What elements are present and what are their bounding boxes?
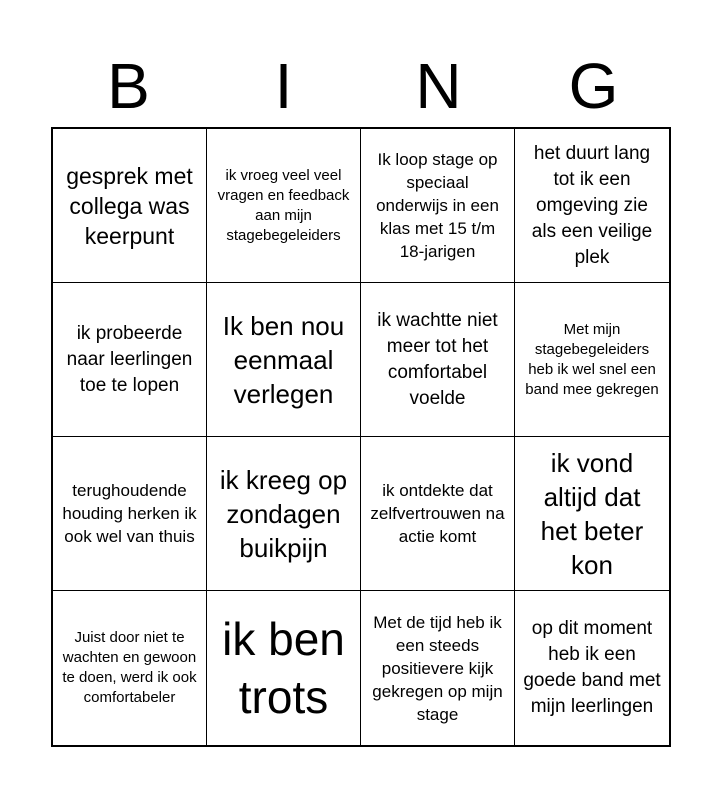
bingo-cell-text: ik kreeg op zondagen buikpijn xyxy=(219,464,348,563)
bingo-cell-text: ik probeerde naar leerlingen toe te lopen xyxy=(66,322,193,396)
bingo-cell-text: op dit moment heb ik een goede band met mijn leerlingen xyxy=(523,618,661,717)
bingo-cell-text: het duurt lang tot ik een omgeving zie als een veilige plek xyxy=(531,142,653,268)
bingo-cell-14[interactable] xyxy=(207,591,361,745)
bingo-cell-3[interactable] xyxy=(361,129,515,283)
header-letter-i: I xyxy=(274,50,293,122)
bingo-cell-text: ik vroeg veel veel vragen en feedback aan mijn stagebegeleiders xyxy=(217,166,350,244)
bingo-cell-11[interactable] xyxy=(361,437,515,591)
bingo-cell-2[interactable] xyxy=(207,129,361,283)
bingo-cell-text: ik vond altijd dat het beter kon xyxy=(540,447,644,580)
bingo-cell-text: gesprek met collega was keerpunt xyxy=(66,162,193,249)
bingo-cell-text: Ik ben nou eenmaal verlegen xyxy=(222,310,345,409)
bingo-cell-8[interactable] xyxy=(515,283,669,437)
bingo-cell-text: Met de tijd heb ik een steeds positievere kijk gekregen op mijn stage xyxy=(372,612,503,724)
bingo-cell-text: Juist door niet te wachten en gewoon te doen, werd ik ook comfortabeler xyxy=(62,629,197,706)
bingo-cell-text: Ik loop stage op speciaal onderwijs in een klas met 15 t/m 18-jarigen xyxy=(376,150,499,261)
header-letter-b: B xyxy=(107,50,150,122)
bingo-cell-10[interactable] xyxy=(207,437,361,591)
bingo-cell-6[interactable] xyxy=(207,283,361,437)
bingo-cell-7[interactable] xyxy=(361,283,515,437)
bingo-cell-text: Met mijn stagebegeleiders heb ik wel snel een band mee gekregen xyxy=(525,320,659,398)
bingo-header xyxy=(51,48,671,124)
bingo-cell-text: terughoudende houding herken ik ook wel van thuis xyxy=(62,481,197,546)
bingo-cell-5[interactable] xyxy=(53,283,207,437)
header-letter-n: N xyxy=(415,50,462,122)
bingo-cell-4[interactable] xyxy=(515,129,669,283)
bingo-cell-13[interactable] xyxy=(53,591,207,745)
bingo-cell-text: ik ben trots xyxy=(222,613,345,723)
bingo-cell-12[interactable] xyxy=(515,437,669,591)
bingo-cell-text: ik wachtte niet meer tot het comfortabel voelde xyxy=(377,309,498,409)
header-letter-g: G xyxy=(568,50,619,122)
bingo-cell-1[interactable] xyxy=(53,129,207,283)
bingo-cell-15[interactable] xyxy=(361,591,515,745)
bingo-cell-9[interactable] xyxy=(53,437,207,591)
bingo-cell-16[interactable] xyxy=(515,591,669,745)
bingo-board xyxy=(51,127,671,747)
bingo-cell-text: ik ontdekte dat zelfvertrouwen na actie komt xyxy=(370,481,505,546)
